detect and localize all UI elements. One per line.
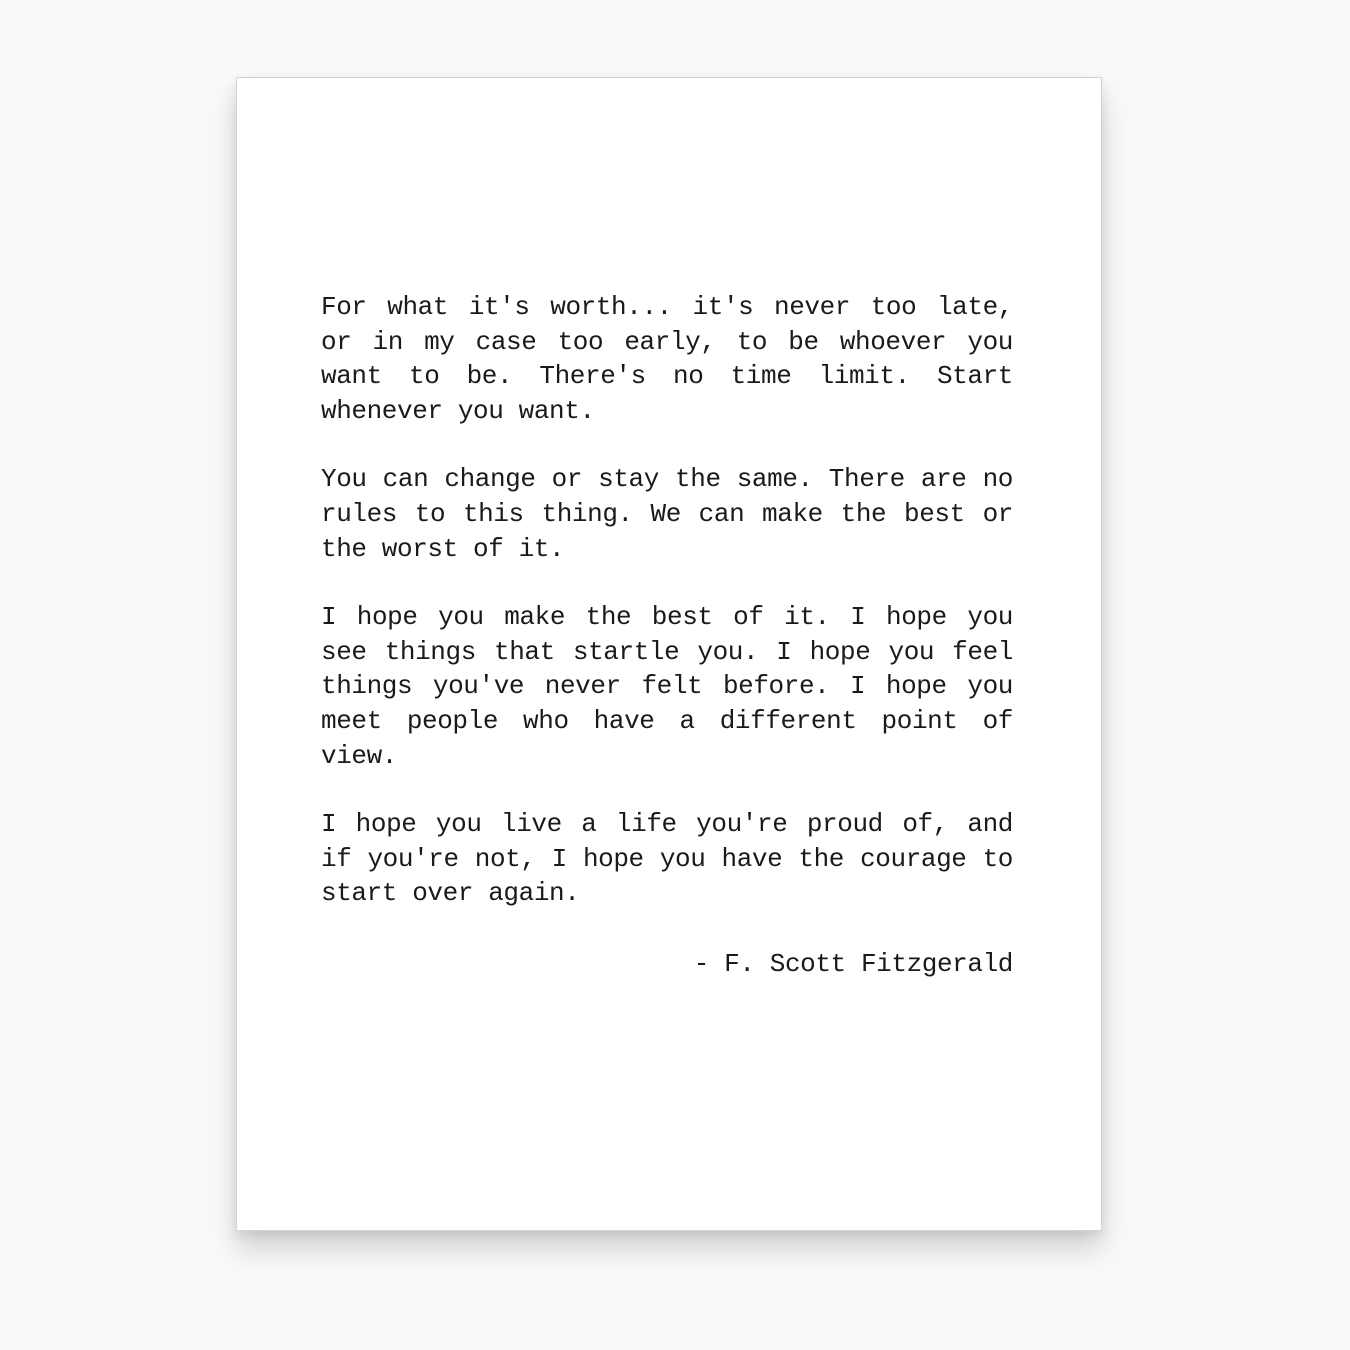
quote-paragraph: You can change or stay the same. There are no rules to this thing. We can make the best or the worst of it. (321, 464, 1013, 564)
quote-paragraph: I hope you make the best of it. I hope you see things that startle you. I hope you feel things you've never felt before. I hope you meet people who have a different point of view. (321, 602, 1013, 771)
quote-attribution: - F. Scott Fitzgerald (693, 948, 1013, 979)
quote-paragraph: For what it's worth... it's never too late, or in my case too early, to be whoever you want to be. There's no time limit. Start whenever you want. (321, 292, 1013, 426)
poster-print (236, 77, 1102, 1231)
quote-paragraph: I hope you live a life you're proud of, and if you're not, I hope you have the courage to start over again. (321, 809, 1013, 909)
quote-text-block (321, 290, 1013, 982)
